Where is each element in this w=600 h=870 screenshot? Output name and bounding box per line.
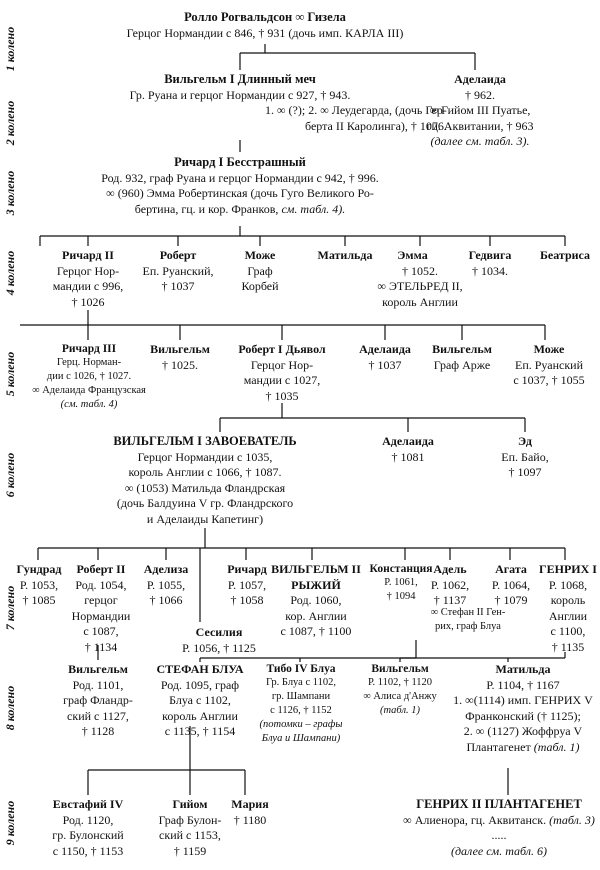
person-beatrisa — [530, 248, 600, 264]
person-info: с 1100, — [550, 624, 586, 638]
generation-label: 9 колено — [3, 800, 17, 846]
person-henry-2-plantagenet — [400, 797, 598, 859]
person-name: ГЕНРИХ I — [539, 562, 597, 576]
person-info: ..... — [491, 828, 507, 842]
person-info: † 1159 — [173, 843, 207, 858]
person-info: Род. 1054, — [75, 577, 127, 592]
person-info: (дочь Балдуина V гр. Фландрского — [116, 496, 294, 510]
person-eustace-4 — [40, 797, 136, 859]
person-info: Род. 1120, — [62, 812, 114, 827]
person-info: † 1037 — [161, 279, 195, 293]
generation-label: 8 колено — [3, 685, 17, 731]
person-richard-1 — [55, 155, 425, 217]
person-name: Гийом — [172, 797, 208, 811]
person-note: (потомки – графы — [259, 719, 343, 730]
person-info: Род. 1101, — [72, 677, 124, 692]
person-info: † 962. — [465, 87, 495, 102]
person-richard-2 — [42, 248, 134, 310]
generation-label: 2 колено — [3, 100, 17, 146]
person-info: король Англии — [162, 708, 238, 723]
person-info: † 1052. — [402, 263, 438, 278]
person-info: ∞ Гийом III Пуатье, — [429, 103, 531, 117]
person-info: Р. 1104, † 1167 — [486, 677, 560, 692]
generation-label: 3 колено — [3, 170, 17, 216]
person-wilhelm-arzhe — [422, 342, 502, 373]
person-tibo-4 — [250, 662, 352, 746]
person-matilda-gen8 — [448, 662, 598, 755]
person-name: Аделаида — [359, 342, 411, 356]
person-info: Блуа с 1102, — [169, 693, 231, 707]
person-info: 2. ∞ (1127) Жоффруа V — [463, 724, 583, 738]
person-info: с 1087, — [83, 624, 119, 638]
person-info: Граф Булон- — [158, 812, 222, 827]
person-name: ВИЛЬГЕЛЬМ II — [271, 562, 361, 576]
person-info: с 1087, † 1100 — [280, 624, 352, 638]
person-info: Р. 1064, — [491, 577, 531, 592]
person-info: Р. 1055, — [146, 577, 186, 592]
person-agata — [482, 562, 540, 609]
person-info: † 1097 — [508, 465, 542, 479]
person-info: † 1026 — [71, 294, 105, 309]
generation-label: 5 колено — [3, 351, 17, 397]
person-info: † 1079 — [494, 593, 528, 607]
generation-label: 1 колено — [3, 26, 17, 72]
person-info: ∞ Алиенора, гц. Аквитанск. (табл. 3) — [403, 812, 595, 827]
person-info: Гр. Руана и герцог Нормандии с 927, † 943. — [129, 87, 351, 102]
person-adelaida-gen6 — [368, 434, 448, 465]
person-wilhelm-flanders — [50, 662, 146, 740]
person-info: мандии с 996, — [52, 279, 124, 293]
person-henry-1 — [538, 562, 598, 655]
person-name: Матильда — [317, 248, 373, 262]
person-info: мандии с 1027, — [243, 373, 321, 387]
person-wilhelm-gen8 — [350, 662, 450, 718]
person-info: † 1137 — [433, 593, 467, 607]
person-info: и Аделаиды Капетинг) — [146, 511, 264, 526]
person-sesilia — [160, 625, 278, 656]
person-note: (табл. 1) — [533, 739, 580, 754]
person-info: Плантагенет (табл. 1) — [466, 739, 580, 754]
person-info: † 1037 — [368, 357, 402, 372]
person-info: † 1034. — [472, 263, 508, 278]
person-info: Граф Арже — [433, 357, 491, 372]
person-info: граф Фландр- — [63, 693, 133, 707]
person-info: гц. Аквитании, † 963 — [426, 118, 534, 133]
person-info: герцог — [84, 593, 118, 607]
generation-label: 7 колено — [3, 585, 17, 631]
person-gedviga — [452, 248, 528, 279]
person-info: Еп. Руанский, — [142, 263, 214, 278]
person-info: Граф — [247, 263, 273, 278]
person-adelaida-gen2 — [410, 72, 550, 150]
person-info: † 1058 — [230, 593, 264, 607]
person-note: (табл. 3) — [549, 812, 595, 827]
person-info: с 1135, † 1154 — [164, 724, 236, 738]
person-info: Герц. Норман- — [56, 357, 122, 368]
generation-label: 6 колено — [3, 452, 17, 498]
person-info: ∞ Аделаида Французская — [32, 385, 146, 396]
person-note: Блуа и Шампани) — [261, 733, 341, 744]
person-name: Аделиза — [143, 562, 189, 576]
person-info: Англии — [548, 608, 588, 623]
person-info: бертина, гц. и кор. Франков, см. табл. 4). — [134, 201, 346, 216]
person-info: Франконский († 1125); — [465, 708, 581, 723]
person-info: король Англии — [382, 294, 458, 309]
person-info: ∞ (960) Эмма Робертинская (дочь Гуго Великого Ро- — [106, 186, 374, 200]
person-name: Вильгельм — [371, 663, 429, 675]
person-info: гр. Шампани — [271, 691, 331, 702]
person-info: † 1066 — [149, 593, 183, 607]
person-name: Аделаида — [382, 434, 434, 448]
person-name: Ричард II — [62, 248, 114, 262]
person-name: Ричард — [227, 562, 267, 576]
person-adel-spouse — [398, 606, 538, 634]
person-mozhe-bishop — [500, 342, 598, 389]
person-info: гр. Булонский — [52, 828, 124, 842]
person-name: Вильгельм — [432, 342, 492, 356]
person-info: Герцог Нор- — [250, 357, 314, 372]
person-info: † 1085 — [22, 593, 56, 607]
person-info: Р. 1068, — [548, 577, 588, 592]
person-info: король — [550, 593, 586, 607]
person-info: Род. 932, граф Руана и герцог Нормандии с 942, † 996. — [101, 170, 379, 185]
person-info: с 1126, † 1152 — [270, 705, 332, 716]
person-info: 1. ∞(1114) имп. ГЕНРИХ V — [453, 693, 593, 707]
person-info: † 1128 — [81, 724, 115, 738]
person-name: РЫЖИЙ — [291, 577, 341, 592]
person-name: Роберт I Дьявол — [238, 342, 326, 356]
person-name: Адель — [433, 562, 467, 576]
person-name: Ролло Рогвальдсон ∞ Гизела — [184, 10, 346, 24]
person-name: Вильгельм — [150, 342, 210, 356]
person-note: (далее см. табл. 6) — [450, 843, 547, 858]
person-info: с 1150, † 1153 — [52, 843, 124, 858]
person-name: Вильгельм — [68, 662, 128, 676]
person-info: король Англии с 1066, † 1087. — [128, 465, 282, 479]
person-info: † 1134 — [84, 639, 118, 654]
person-gundrad — [10, 562, 68, 609]
person-info: ∞ (1053) Матильда Фландрская — [124, 480, 286, 495]
person-info: Герцог Нор- — [56, 263, 120, 278]
person-wilhelm-conqueror — [100, 434, 310, 527]
person-name: ВИЛЬГЕЛЬМ I ЗАВОЕВАТЕЛЬ — [113, 434, 297, 448]
person-info: † 1035 — [265, 388, 299, 403]
person-name: Эд — [518, 434, 532, 448]
person-info: Р. 1102, † 1120 — [367, 677, 433, 688]
person-robert-1-devil — [225, 342, 339, 404]
person-note: (см. табл. 4) — [60, 399, 118, 410]
person-name: Сесилия — [195, 625, 243, 639]
person-info: берта II Каролинга), † 1076. — [305, 118, 447, 133]
person-name: Эмма — [397, 248, 428, 262]
person-adel — [420, 562, 480, 609]
person-info: ∞ Алиса д'Анжу — [363, 691, 437, 702]
person-info: рих, граф Блуа — [435, 621, 501, 632]
person-info: Р. 1062, — [430, 577, 470, 592]
person-name: Ричард I Бесстрашный — [174, 155, 306, 169]
person-name: Ричард III — [61, 343, 117, 355]
person-name: Констанция — [369, 563, 433, 575]
person-name: Гедвига — [468, 248, 512, 262]
person-robert-2 — [68, 562, 134, 655]
person-name: Може — [244, 248, 276, 262]
person-info: с 1037, † 1055 — [513, 373, 585, 387]
person-info: ский с 1153, — [159, 828, 221, 842]
person-info: Род. 1060, — [290, 593, 342, 607]
person-info: Р. 1053, — [19, 577, 59, 592]
person-rollo — [110, 10, 420, 41]
person-info: † 1094 — [386, 591, 416, 602]
person-info: ский с 1127, — [67, 708, 129, 723]
generation-label: 4 колено — [3, 250, 17, 296]
person-stephen-blois — [145, 662, 255, 740]
person-name: Евстафий IV — [52, 797, 124, 811]
person-info: † 1135 — [551, 639, 585, 654]
person-name: Матильда — [495, 662, 551, 676]
person-info: Еп. Байо, — [501, 449, 549, 464]
person-name: СТЕФАН БЛУА — [156, 662, 244, 676]
person-info: кор. Англии — [285, 608, 347, 623]
person-mozhe-count — [225, 248, 295, 295]
person-info: ∞ ЭТЕЛЬРЕД II, — [377, 279, 463, 293]
person-note: (табл. 1) — [379, 705, 421, 716]
person-name: Вильгельм I Длинный меч — [164, 72, 316, 86]
person-name: Може — [533, 342, 565, 356]
person-adelaida-gen5 — [345, 342, 425, 373]
person-ed — [485, 434, 565, 481]
person-info: † 1180 — [233, 812, 267, 827]
person-name: Беатриса — [539, 248, 591, 262]
person-wilhelm-2-rufus — [270, 562, 362, 640]
person-adeliza — [136, 562, 196, 609]
person-robert-bishop — [133, 248, 223, 295]
person-name: Агата — [495, 562, 527, 576]
person-name: ГЕНРИХ II ПЛАНТАГЕНЕТ — [416, 797, 582, 811]
person-info: † 1025. — [162, 357, 198, 372]
person-name: Мария — [231, 797, 269, 811]
person-info: Гр. Блуа с 1102, — [266, 677, 336, 688]
person-info: Нормандии — [71, 608, 131, 623]
person-info: Род. 1095, граф — [160, 677, 240, 692]
person-info: Еп. Руанский — [514, 357, 583, 372]
person-info: 1. ∞ (?); 2. ∞ Леудегарда, (дочь Гер- — [265, 103, 447, 117]
person-name: Аделаида — [454, 72, 506, 86]
person-name: Тибо IV Блуа — [266, 663, 336, 675]
person-note: (далее см. табл. 3). — [430, 134, 530, 148]
person-info: Корбей — [241, 279, 279, 293]
person-note: см. табл. 4). — [281, 201, 346, 216]
person-info: Р. 1057, — [227, 577, 267, 592]
person-wilhelm-1 — [70, 72, 447, 134]
person-name: Роберт — [159, 248, 197, 262]
person-info: Р. 1056, † 1125 — [182, 640, 256, 655]
person-info: дии с 1026, † 1027. — [46, 371, 132, 382]
person-info: Герцог Нормандии с 846, † 931 (дочь имп. КАРЛА III) — [126, 25, 404, 40]
person-name: Роберт II — [76, 562, 126, 576]
person-info: † 1081 — [391, 449, 425, 464]
person-name: Гундрад — [16, 562, 62, 576]
person-maria — [220, 797, 280, 828]
person-info: Р. 1061, — [384, 577, 418, 588]
person-richard-3 — [28, 342, 150, 412]
person-richard-gen7 — [216, 562, 278, 609]
person-info: Герцог Нормандии с 1035, — [137, 449, 273, 464]
person-info: ∞ Стефан II Ген- — [430, 607, 506, 618]
person-wilhelm-gen5 — [140, 342, 220, 373]
